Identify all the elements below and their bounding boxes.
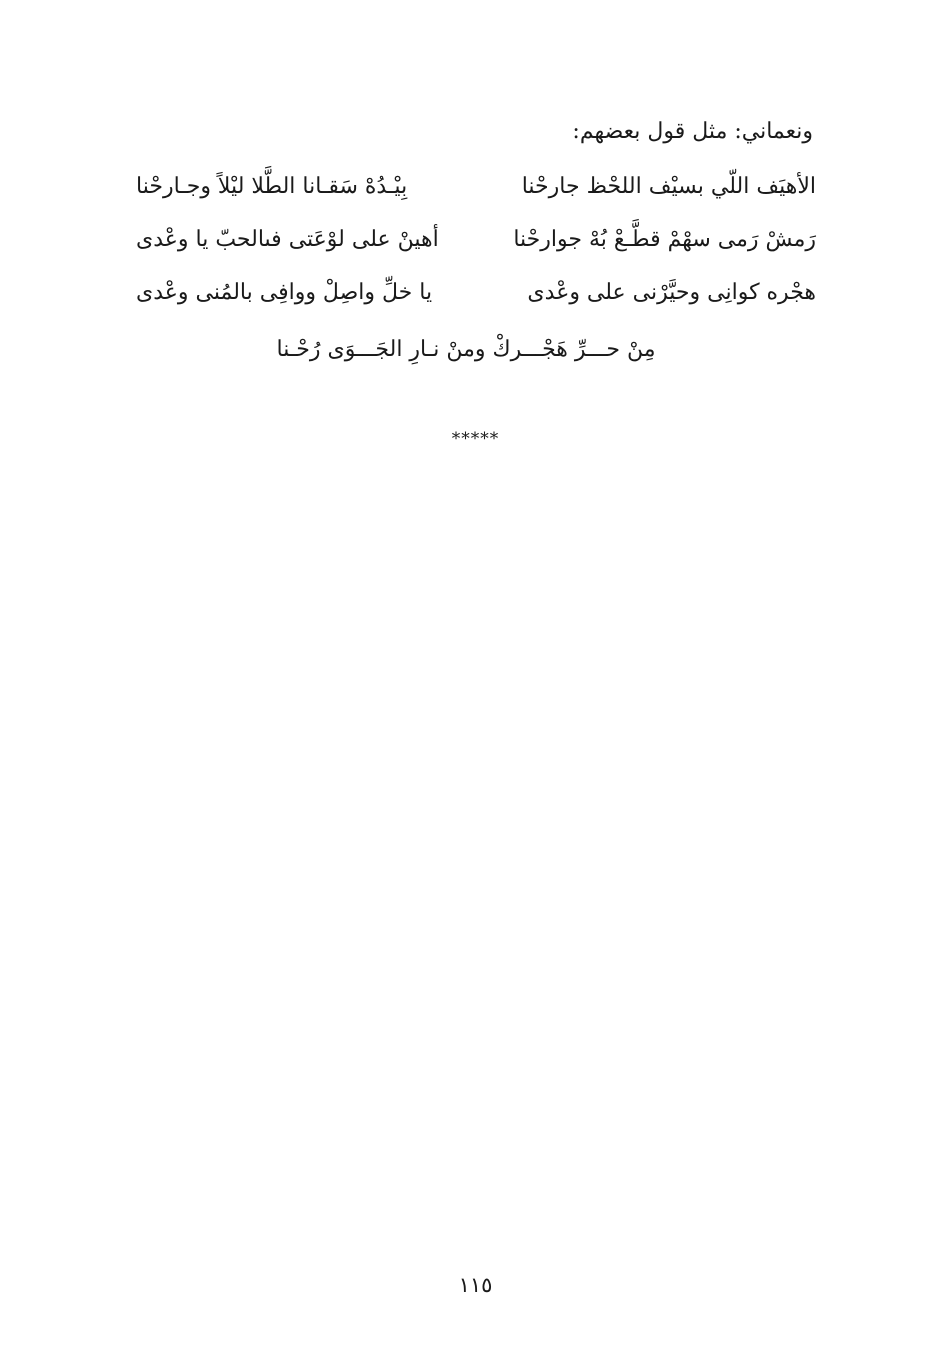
verse-1	[136, 160, 816, 213]
intro-line: ونعماني: مثل قول بعضهم:	[572, 119, 813, 144]
verse-3-second-hemistich: يا خلِّ واصِلْ ووافِى بالمُنى وعْدى	[136, 280, 433, 305]
verse-1-first-hemistich: الأهيَف اللّي بسيْف اللحْظ جارحْنا	[521, 174, 816, 199]
verse-3-first-hemistich: هجْره كوانِى وحيَّرْنى على وعْدى	[527, 280, 816, 305]
verse-2-first-hemistich: رَمشْ رَمى سهْمْ قطَّـعْ بُهْ جوارحْنا	[513, 227, 816, 252]
closing-verse: مِنْ حـــرِّ هَجْـــركْ ومنْ نـارِ الجَـــوَى رُحْـنا	[276, 337, 656, 362]
verse-1-second-hemistich: بِيْـدُهْ سَقـانا الطَّلا ليْلاً وجـارحْنا	[136, 174, 408, 199]
page-number: ١١٥	[458, 1273, 493, 1297]
poem-verses	[136, 160, 816, 319]
verse-3	[136, 266, 816, 319]
verse-2	[136, 213, 816, 266]
section-separator: *****	[451, 429, 500, 449]
verse-2-second-hemistich: أهينْ على لوْعَتى فىالحبّ يا وعْدى	[136, 227, 439, 252]
